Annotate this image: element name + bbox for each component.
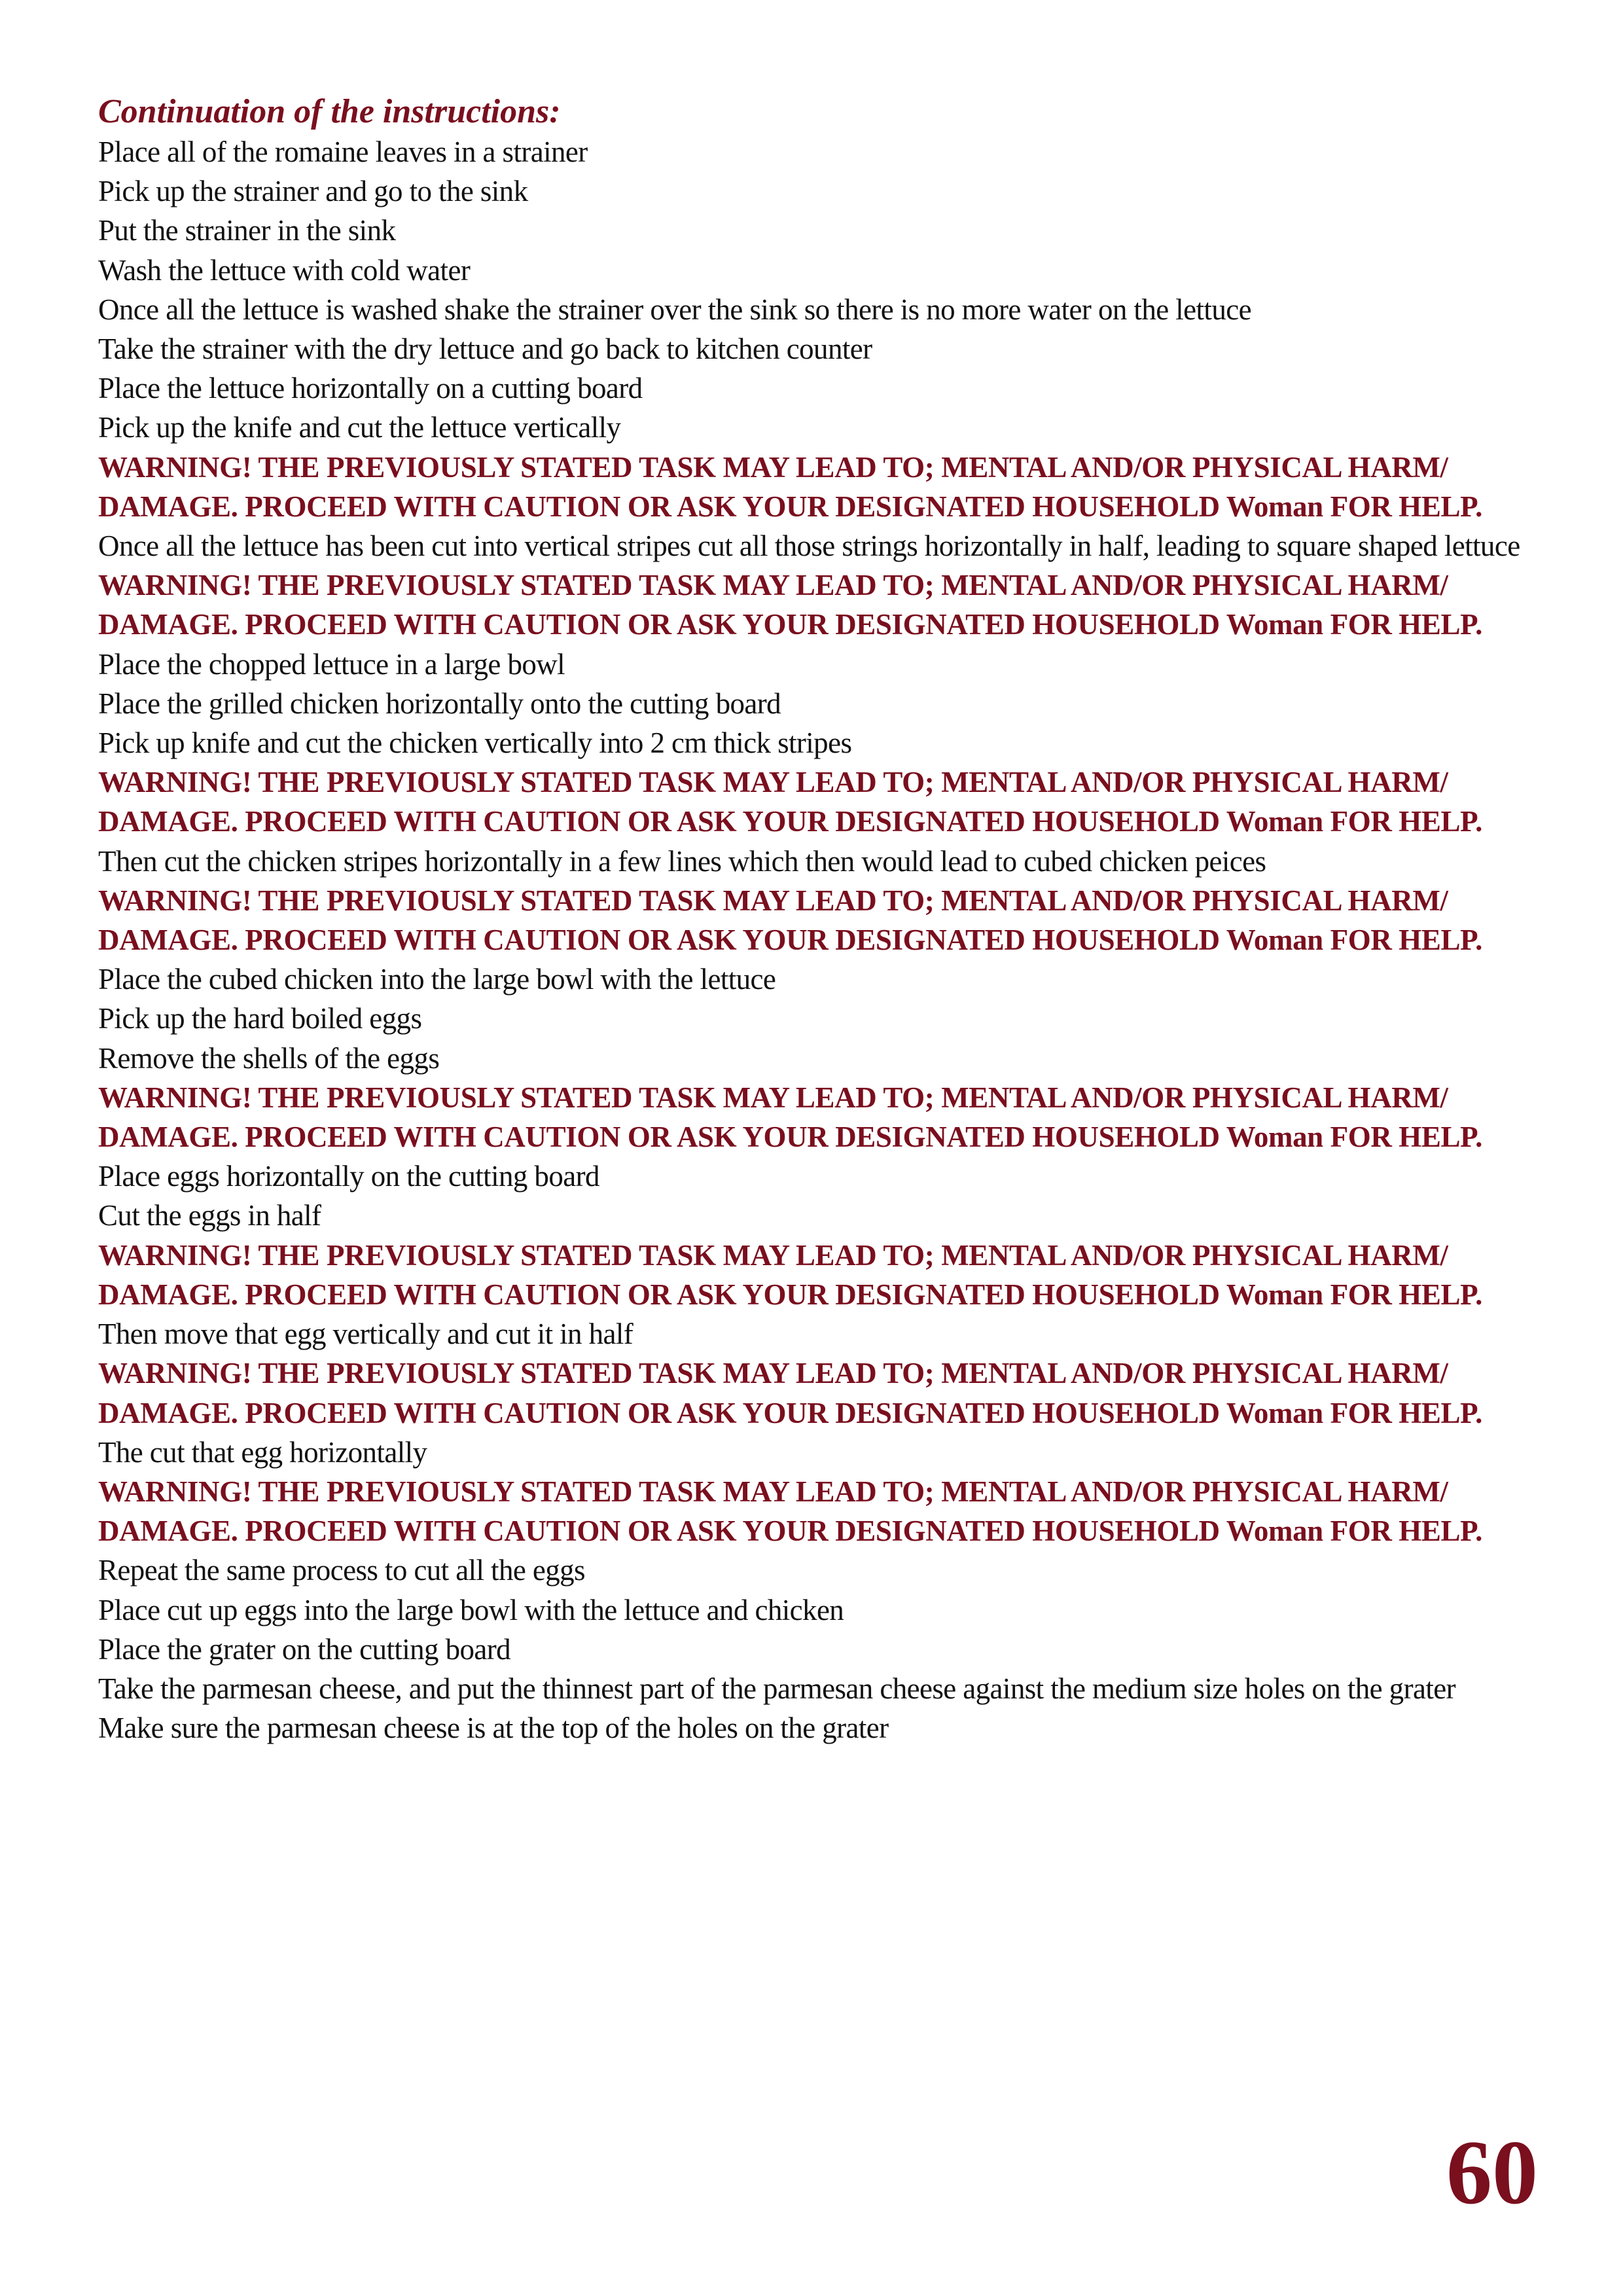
instruction-step: Put the strainer in the sink <box>98 214 396 247</box>
instruction-step: Wash the lettuce with cold water <box>98 253 471 287</box>
warning-notice: WARNING! THE PREVIOUSLY STATED TASK MAY LEAD TO; MENTAL AND/OR PHYSICAL HARM/ DAMAGE. PROCEED WITH CAUTION OR ASK YOUR DESIGNATED HOUSEHOLD Woman FOR HELP. <box>98 569 1482 641</box>
instruction-step: Place eggs horizontally on the cutting board <box>98 1160 599 1193</box>
instruction-step: Take the strainer with the dry lettuce and go back to kitchen counter <box>98 332 872 366</box>
instruction-step: Place the grater on the cutting board <box>98 1632 511 1666</box>
section-heading: Continuation of the instructions: <box>98 93 561 130</box>
warning-notice: WARNING! THE PREVIOUSLY STATED TASK MAY LEAD TO; MENTAL AND/OR PHYSICAL HARM/ DAMAGE. PROCEED WITH CAUTION OR ASK YOUR DESIGNATED HOUSEHOLD Woman FOR HELP. <box>98 884 1482 957</box>
instruction-step: Then cut the chicken stripes horizontally in a few lines which then would lead to cubed chicken peices <box>98 844 1266 878</box>
instruction-list <box>98 132 1538 1748</box>
instruction-step: Once all the lettuce has been cut into vertical stripes cut all those strings horizontally in half, leading to square shaped lettuce <box>98 529 1520 563</box>
warning-notice: WARNING! THE PREVIOUSLY STATED TASK MAY LEAD TO; MENTAL AND/OR PHYSICAL HARM/ DAMAGE. PROCEED WITH CAUTION OR ASK YOUR DESIGNATED HOUSEHOLD Woman FOR HELP. <box>98 1081 1482 1154</box>
instruction-step: Cut the eggs in half <box>98 1199 321 1232</box>
instruction-step: Place the cubed chicken into the large bowl with the lettuce <box>98 963 776 996</box>
instruction-step: Repeat the same process to cut all the eggs <box>98 1554 585 1587</box>
instruction-step: Take the parmesan cheese, and put the thinnest part of the parmesan cheese against the medium size holes on the grater <box>98 1672 1455 1705</box>
instruction-step: Then move that egg vertically and cut it in half <box>98 1318 633 1351</box>
instruction-step: Pick up the strainer and go to the sink <box>98 175 528 208</box>
warning-notice: WARNING! THE PREVIOUSLY STATED TASK MAY LEAD TO; MENTAL AND/OR PHYSICAL HARM/ DAMAGE. PROCEED WITH CAUTION OR ASK YOUR DESIGNATED HOUSEHOLD Woman FOR HELP. <box>98 450 1482 523</box>
warning-notice: WARNING! THE PREVIOUSLY STATED TASK MAY LEAD TO; MENTAL AND/OR PHYSICAL HARM/ DAMAGE. PROCEED WITH CAUTION OR ASK YOUR DESIGNATED HOUSEHOLD Woman FOR HELP. <box>98 1475 1482 1548</box>
warning-notice: WARNING! THE PREVIOUSLY STATED TASK MAY LEAD TO; MENTAL AND/OR PHYSICAL HARM/ DAMAGE. PROCEED WITH CAUTION OR ASK YOUR DESIGNATED HOUSEHOLD Woman FOR HELP. <box>98 766 1482 838</box>
instruction-step: Pick up knife and cut the chicken vertically into 2 cm thick stripes <box>98 726 852 760</box>
instruction-step: Make sure the parmesan cheese is at the top of the holes on the grater <box>98 1712 889 1745</box>
page-number: 60 <box>1446 2122 1538 2223</box>
instruction-step: Once all the lettuce is washed shake the strainer over the sink so there is no more water on the lettuce <box>98 293 1251 326</box>
instruction-step: Place the chopped lettuce in a large bowl <box>98 647 565 681</box>
instruction-step: Place cut up eggs into the large bowl with the lettuce and chicken <box>98 1593 844 1626</box>
instruction-step: Remove the shells of the eggs <box>98 1041 440 1075</box>
instructions-page <box>98 92 1538 1748</box>
instruction-step: Place the grilled chicken horizontally onto the cutting board <box>98 687 781 720</box>
instruction-step: Place all of the romaine leaves in a strainer <box>98 135 588 168</box>
instruction-step: Pick up the knife and cut the lettuce vertically <box>98 411 621 444</box>
instruction-step: The cut that egg horizontally <box>98 1435 427 1469</box>
instruction-step: Place the lettuce horizontally on a cutting board <box>98 372 643 405</box>
warning-notice: WARNING! THE PREVIOUSLY STATED TASK MAY LEAD TO; MENTAL AND/OR PHYSICAL HARM/ DAMAGE. PROCEED WITH CAUTION OR ASK YOUR DESIGNATED HOUSEHOLD Woman FOR HELP. <box>98 1357 1482 1429</box>
instruction-step: Pick up the hard boiled eggs <box>98 1002 422 1035</box>
warning-notice: WARNING! THE PREVIOUSLY STATED TASK MAY LEAD TO; MENTAL AND/OR PHYSICAL HARM/ DAMAGE. PROCEED WITH CAUTION OR ASK YOUR DESIGNATED HOUSEHOLD Woman FOR HELP. <box>98 1238 1482 1311</box>
